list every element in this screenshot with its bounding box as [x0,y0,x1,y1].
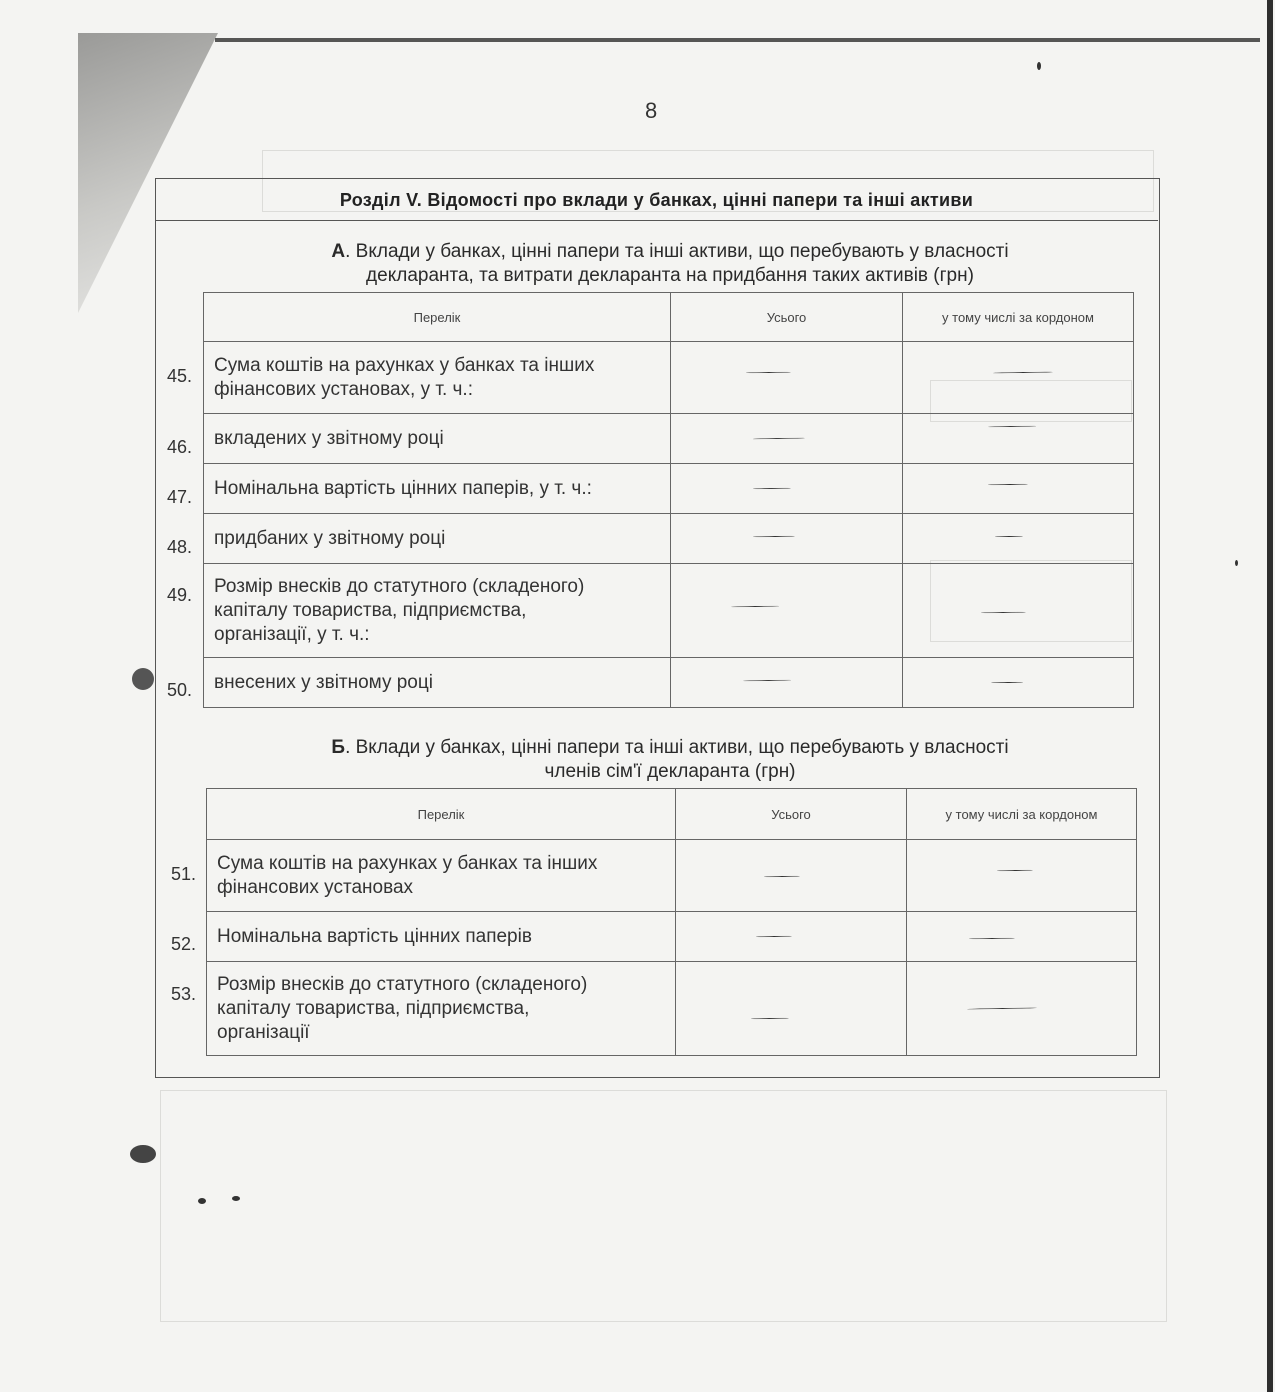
total-cell [671,564,903,658]
handwritten-dash [993,371,1053,373]
handwritten-dash [969,938,1015,940]
column-header-total: Усього [671,293,903,342]
column-header-total: Усього [676,789,907,840]
row-label: внесених у звітному році [204,658,671,708]
part-b-letter: Б [331,737,346,758]
part-b-table [206,788,1137,1056]
scan-speck [132,668,154,690]
handwritten-dash [995,536,1023,537]
table-row [207,962,1137,1056]
handwritten-dash [988,426,1036,428]
total-cell [671,658,903,708]
row-label: вкладених у звітному році [204,414,671,464]
scan-speck [198,1198,206,1204]
row-label [207,840,676,912]
abroad-cell [903,464,1134,514]
row-number: 48. [166,537,192,557]
abroad-cell [903,658,1134,708]
row-label: Номінальна вартість цінних паперів, у т. ч.: [204,464,671,514]
handwritten-dash [731,606,779,608]
bleed-through-box [160,1090,1167,1322]
abroad-cell [903,514,1134,564]
total-cell [676,840,907,912]
table-row [207,912,1137,962]
row-label [207,962,676,1056]
abroad-cell [907,962,1137,1056]
part-b-heading-text: . Вклади у банках, цінні папери та інші активи, що перебувають у власності [345,737,1009,758]
row-label [204,342,671,414]
row-label-line: капіталу товариства, підприємства, [217,997,530,1019]
table-header-row [207,789,1137,840]
handwritten-dash [981,612,1026,614]
part-a-heading-line2: декларанта, та витрати декларанта на придбання таких активів (грн) [366,265,974,286]
row-label-line: організації [217,1021,310,1043]
column-header-list: Перелік [207,789,676,840]
row-label-line: Сума коштів на рахунках у банках та інших [214,354,595,376]
part-b-heading [220,736,1120,784]
handwritten-dash [743,680,791,682]
scan-speck [130,1145,156,1163]
row-label-line: організації, у т. ч.: [214,623,370,645]
row-number: 47. [166,487,192,507]
abroad-cell [907,840,1137,912]
handwritten-dash [997,870,1033,872]
total-cell [671,342,903,414]
scan-speck [232,1196,240,1201]
total-cell [676,912,907,962]
handwritten-dash [753,438,805,440]
handwritten-dash [967,1007,1037,1009]
column-header-list: Перелік [204,293,671,342]
part-a-table [203,292,1134,708]
row-number: 49. [166,585,192,605]
handwritten-dash [753,536,795,538]
scan-speck [1235,560,1238,566]
handwritten-dash [746,372,791,374]
row-label-line: капіталу товариства, підприємства, [214,599,527,621]
part-a-letter: А [331,241,346,262]
row-number: 50. [166,680,192,700]
table-row [207,840,1137,912]
total-cell [671,514,903,564]
row-number: 45. [166,366,192,386]
row-label-line: фінансових установах [217,876,414,898]
abroad-cell [903,414,1134,464]
scan-right-edge [1267,0,1273,1392]
table-row [204,414,1134,464]
part-a-heading-text: . Вклади у банках, цінні папери та інші активи, що перебувають у власності [345,241,1009,262]
part-b-heading-line2: членів сім'ї декларанта (грн) [544,761,796,782]
handwritten-dash [751,1018,789,1020]
abroad-cell [907,912,1137,962]
handwritten-dash [756,936,792,938]
section-title: Розділ V. Відомості про вклади у банках, цінні папери та інші активи [155,180,1158,221]
total-cell [671,414,903,464]
handwritten-dash [753,488,791,490]
row-label-line: Сума коштів на рахунках у банках та інших [217,852,598,874]
handwritten-dash [991,682,1023,684]
handwritten-dash [764,876,800,878]
table-row [204,342,1134,414]
part-b-heading-line1 [220,736,1120,760]
table-row [204,658,1134,708]
part-a-heading [220,240,1120,288]
table-row [204,514,1134,564]
row-label-line: Розмір внесків до статутного (складеного) [217,973,588,995]
row-number: 53. [170,984,196,1004]
row-number: 52. [170,934,196,954]
column-header-abroad: у тому числі за кордоном [903,293,1134,342]
page-number: 8 [645,98,658,123]
row-number: 46. [166,437,192,457]
table-row [204,464,1134,514]
part-a-heading-line1 [220,240,1120,264]
row-number: 51. [170,864,196,884]
row-label: Номінальна вартість цінних паперів [207,912,676,962]
scan-top-edge [215,38,1260,42]
row-label: придбаних у звітному році [204,514,671,564]
row-label-line: Розмір внесків до статутного (складеного) [214,575,585,597]
table-row [204,564,1134,658]
total-cell [671,464,903,514]
scan-speck [1037,62,1041,70]
total-cell [676,962,907,1056]
row-label [204,564,671,658]
handwritten-dash [988,484,1028,486]
table-header-row [204,293,1134,342]
abroad-cell [903,342,1134,414]
row-label-line: фінансових установах, у т. ч.: [214,378,473,400]
abroad-cell [903,564,1134,658]
column-header-abroad: у тому числі за кордоном [907,789,1137,840]
